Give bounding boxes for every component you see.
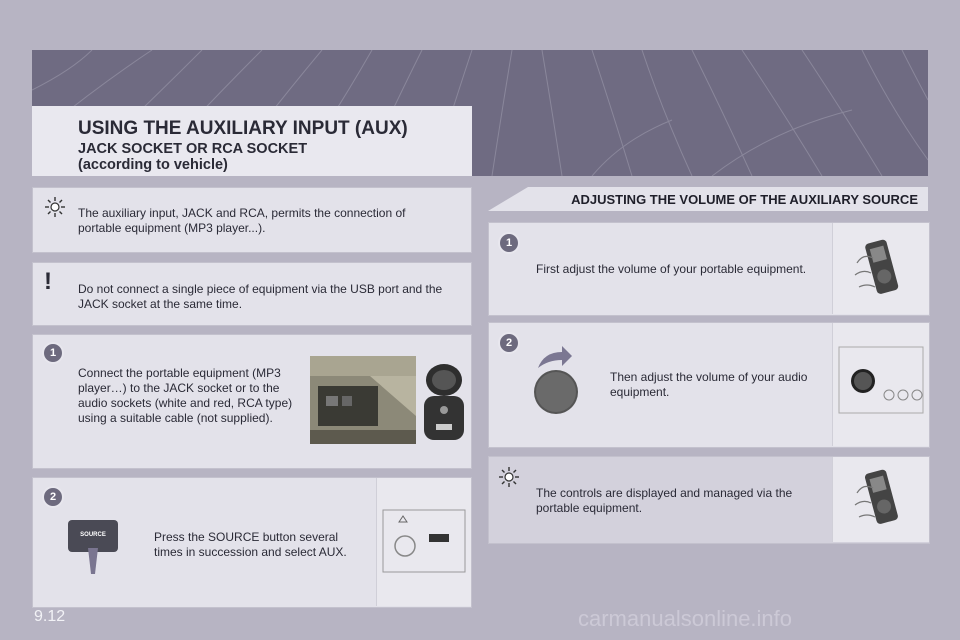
source-button-icon <box>68 520 120 576</box>
exclamation-icon: ! <box>44 268 52 295</box>
right-step1-text: First adjust the volume of your portable equipment. <box>536 262 807 276</box>
step-badge: 2 <box>498 332 520 354</box>
mp3-player-image-2 <box>832 457 929 542</box>
hand-mp3-illustration <box>833 223 929 314</box>
volume-knob-icon <box>532 368 580 416</box>
subtitle-line-1: JACK SOCKET OR RCA SOCKET <box>78 141 308 157</box>
right-info-text: The controls are displayed and managed via the portable equipment. <box>536 486 793 515</box>
source-button-label: SOURCE <box>80 532 106 538</box>
step1-text: Connect the portable equipment (MP3 player…) to the JACK socket or to the audio sockets (white and red, RCA type) using a suitable cable (not supplied). <box>78 366 293 425</box>
radio-volume-image <box>832 323 929 446</box>
page-subtitle <box>78 141 378 173</box>
step2-text: Press the SOURCE button several times in succession and select AUX. <box>154 530 347 559</box>
sun-info-icon <box>498 466 520 488</box>
jack-socket-photo <box>310 356 416 444</box>
radio-panel-image <box>376 478 471 606</box>
right-step2-text: Then adjust the volume of your audio equipment. <box>610 370 808 399</box>
radio-volume-illustration <box>833 323 929 446</box>
curved-arrow-icon <box>534 344 574 370</box>
page-number: 9.12 <box>34 608 66 625</box>
step-badge: 2 <box>42 486 64 508</box>
section-header <box>488 187 928 211</box>
hand-mp3-illustration <box>833 457 929 542</box>
info-text: The auxiliary input, JACK and RCA, permits the connection of portable equipment (MP3 player...). <box>78 206 406 235</box>
radio-illustration <box>377 478 471 606</box>
section-title: ADJUSTING THE VOLUME OF THE AUXILIARY SOURCE <box>571 192 918 207</box>
socket-cover-icon <box>418 360 470 444</box>
subtitle-line-2: (according to vehicle) <box>78 157 228 173</box>
warning-text: Do not connect a single piece of equipment via the USB port and the JACK socket at the same time. <box>78 282 443 311</box>
mp3-player-image <box>832 223 929 314</box>
watermark: carmanualsonline.info <box>578 606 793 631</box>
step-badge: 1 <box>498 232 520 254</box>
step-badge: 1 <box>42 342 64 364</box>
sun-info-icon <box>44 196 66 218</box>
page-title: USING THE AUXILIARY INPUT (AUX) <box>78 118 408 139</box>
